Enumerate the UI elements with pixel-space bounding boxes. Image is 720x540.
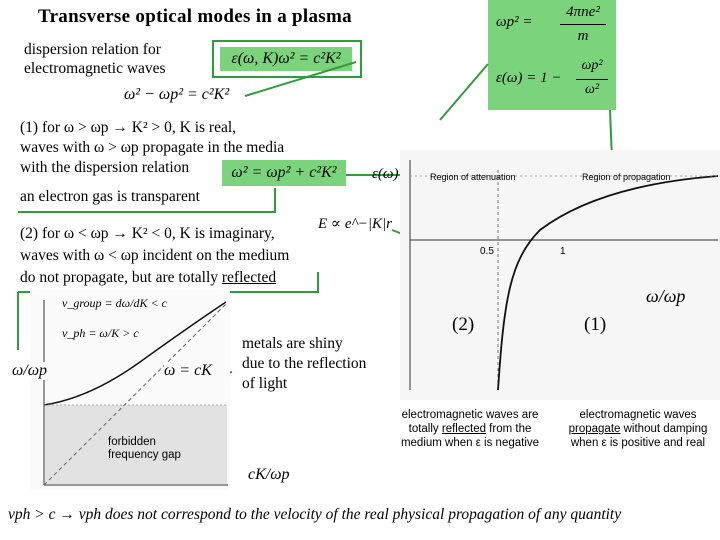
case2-line2: waves with ω < ωp incident on the medium xyxy=(20,247,290,264)
dielectric-lhs: ε(ω) = 1 − xyxy=(496,70,562,86)
region-propagation-label: Region of propagation xyxy=(582,172,671,182)
caption-propagate-line3: when ε is positive and real xyxy=(570,437,706,449)
caption-reflected-line3: medium when ε is negative xyxy=(400,437,540,449)
caption-reflected-word: reflected xyxy=(441,423,486,435)
case2-frame-line xyxy=(18,272,318,292)
caption-propagate xyxy=(556,408,720,450)
dispersion-relation-label: dispersion relation for electromagnetic waves xyxy=(24,41,166,77)
page-title: Transverse optical modes in a plasma xyxy=(38,6,352,27)
light-line-label: ω = cK xyxy=(164,362,212,379)
plasma-freq-lhs: ωp² = xyxy=(496,14,533,30)
region-attenuation-label: Region of attenuation xyxy=(430,172,516,182)
case2-line3-text: do not propagate, but are totally xyxy=(20,269,222,286)
dielectric-denominator: ω² xyxy=(584,82,600,97)
plasma-connector xyxy=(440,64,488,120)
forbidden-gap-label: forbidden frequency gap xyxy=(108,436,181,461)
metals-line1: metals are shiny xyxy=(242,335,343,352)
plasma-freq-denominator: m xyxy=(577,28,589,44)
case1-frame-line xyxy=(18,188,275,212)
caption-reflected-line1: electromagnetic waves are xyxy=(401,409,539,421)
case2-line1: (2) for ω < ωp → K² < 0, K is imaginary, xyxy=(20,225,275,242)
tick-0-5: 0.5 xyxy=(480,246,494,257)
case1-line4: an electron gas is transparent xyxy=(20,188,200,205)
group-velocity-annotation: v_group = dω/dK < c xyxy=(62,296,167,310)
epsilon-plot-background xyxy=(400,150,720,400)
case1-line3: with the dispersion relation xyxy=(20,159,190,176)
footer-statement: vph > c → vph does not correspond to the velocity of the real physical propagation of any quantity xyxy=(8,506,622,523)
case1-equation: ω² = ωp² + c²K² xyxy=(222,160,346,186)
region-marker-1: (1) xyxy=(584,314,607,335)
dispersion-equation: ε(ω, K)ω² = c²K² xyxy=(220,47,352,71)
dispersion-y-label: ω/ωp xyxy=(12,362,48,379)
main-equation: ω² − ωp² = c²K² xyxy=(124,86,230,103)
tick-1: 1 xyxy=(560,246,566,257)
dispersion-connector xyxy=(245,62,356,96)
epsilon-y-label: ε(ω) xyxy=(372,166,399,182)
caption-propagate-word: propagate xyxy=(568,423,621,435)
case1-line2: waves with ω > ωp propagate in the media xyxy=(20,139,285,156)
caption-propagate-line1: electromagnetic waves xyxy=(579,409,697,421)
case1-line1: (1) for ω > ωp → K² > 0, K is real, xyxy=(20,119,237,136)
case2-reflected-word: reflected xyxy=(221,269,277,286)
caption-propagate-l2b: without damping xyxy=(620,423,708,435)
phase-velocity-annotation: v_ph = ω/K > c xyxy=(62,326,139,340)
plasma-freq-numerator: 4πne² xyxy=(566,4,600,20)
caption-reflected xyxy=(388,408,552,450)
dispersion-x-label: cK/ωp xyxy=(248,466,290,483)
metals-line2: due to the reflection xyxy=(242,355,367,372)
caption-reflected-l2a: totally xyxy=(408,423,442,435)
caption-reflected-l2c: from the xyxy=(485,423,532,435)
caption-reflected-line2 xyxy=(388,422,552,436)
epsilon-x-label: ω/ωp xyxy=(646,286,686,306)
caption-propagate-line2 xyxy=(556,422,720,436)
epsilon-plot xyxy=(400,150,720,400)
dielectric-numerator: ωp² xyxy=(581,58,603,73)
metals-line3: of light xyxy=(242,375,288,392)
case2-equation: E ∝ e^−|K|r xyxy=(318,216,393,232)
region-marker-2: (2) xyxy=(452,314,475,335)
